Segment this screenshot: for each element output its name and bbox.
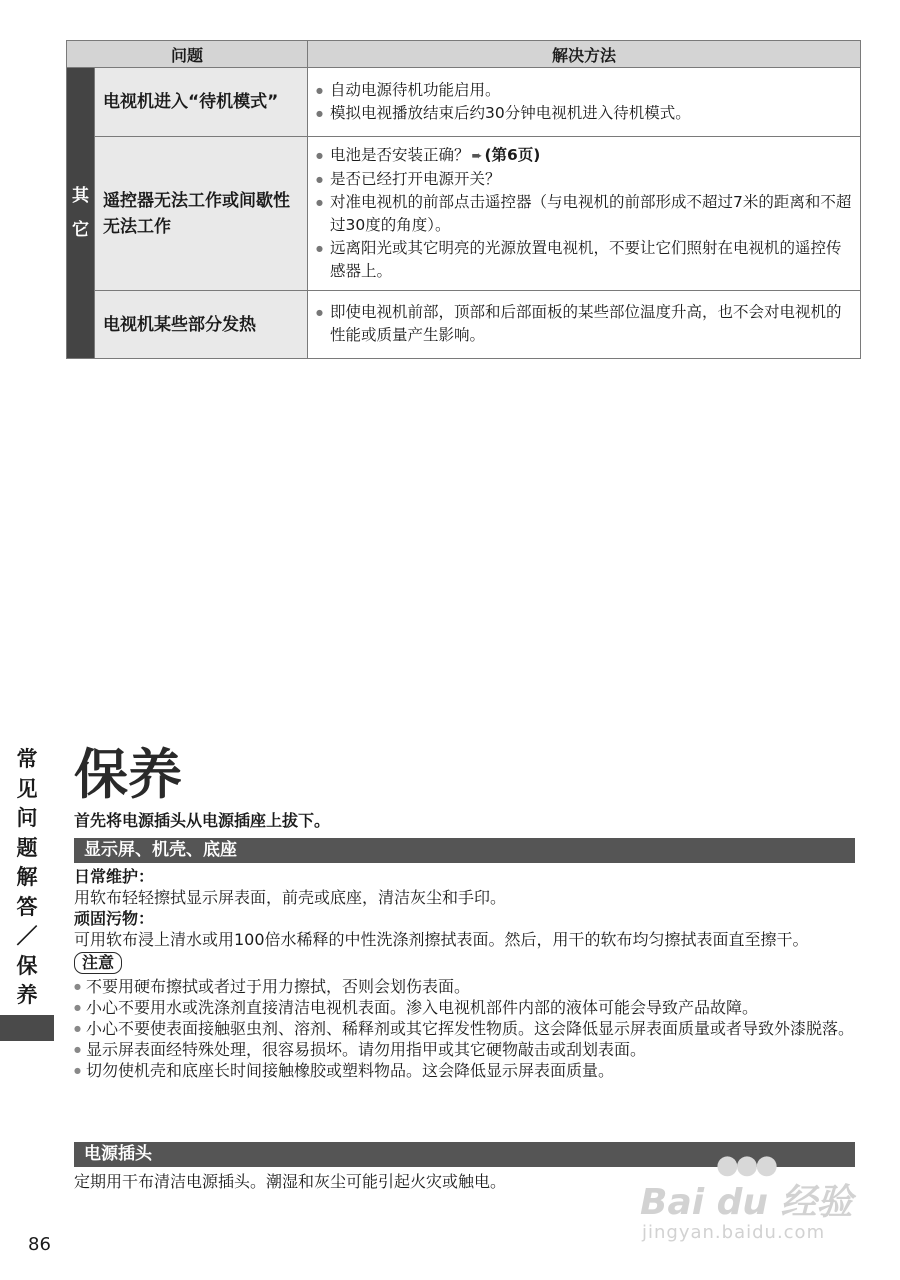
- side-tab-char: 答: [16, 894, 38, 919]
- page-number: 86: [28, 1234, 51, 1255]
- solution-text: 电池是否安装正确？: [330, 145, 470, 164]
- section-heading-display: 显示屏、机壳、底座: [74, 838, 855, 863]
- solution-cell: [308, 68, 861, 137]
- caution-item: ● 小心不要用水或洗涤剂直接清洁电视机表面。渗入电视机部件内部的液体可能会导致产品故障。: [74, 997, 864, 1018]
- side-tab-char: ／: [16, 924, 38, 948]
- side-tab-char: 问: [16, 806, 38, 830]
- category-char: 它: [72, 220, 89, 240]
- side-tab-char: 见: [16, 776, 38, 801]
- side-tab-char: 常: [16, 747, 38, 771]
- side-tab-marker: [0, 1015, 54, 1041]
- stubborn-dirt-label: 顽固污物：: [74, 909, 155, 928]
- caution-badge: 注意: [74, 952, 122, 974]
- solution-item: ● 即使电视机前部，顶部和后部面板的某些部位温度升高，也不会对电视机的性能或质量产生影响。: [316, 301, 852, 347]
- care-intro: 首先将电源插头从电源插座上拔下。: [74, 811, 331, 830]
- caution-list: [74, 976, 864, 1081]
- side-tab-char: 题: [16, 835, 38, 860]
- side-section-tab: [0, 745, 54, 1041]
- table-header-row: [67, 41, 861, 68]
- category-char: 其: [72, 186, 89, 206]
- caution-item: ● 小心不要使表面接触驱虫剂、溶剂、稀释剂或其它挥发性物质。这会降低显示屏表面质量或者导致外漆脱落。: [74, 1018, 856, 1039]
- daily-care-text: 用软布轻轻擦拭显示屏表面，前壳或底座，清洁灰尘和手印。: [74, 888, 507, 907]
- stubborn-dirt-text: 可用软布浸上清水或用100倍水稀释的中性洗涤剂擦拭表面。然后，用干的软布均匀擦拭表面直至擦干。: [74, 930, 809, 949]
- watermark-url: jingyan.baidu.com: [642, 1222, 826, 1243]
- solution-item: [316, 144, 852, 168]
- caution-item: ● 不要用硬布擦拭或者过于用力擦拭，否则会划伤表面。: [74, 976, 864, 997]
- table-row: [67, 291, 861, 359]
- solution-item: ● 远离阳光或其它明亮的光源放置电视机，不要让它们照射在电视机的遥控传感器上。: [316, 237, 852, 283]
- solution-cell: [308, 291, 861, 359]
- table-row: [67, 68, 861, 137]
- caution-item: ● 切勿使机壳和底座长时间接触橡胶或塑料物品。这会降低显示屏表面质量。: [74, 1060, 864, 1081]
- problem-cell: 电视机某些部分发热: [95, 291, 308, 359]
- caution-item: ● 显示屏表面经特殊处理，很容易损坏。请勿用指甲或其它硬物敲击或刮划表面。: [74, 1039, 864, 1060]
- side-tab-char: 养: [16, 983, 38, 1007]
- category-cell-other: [67, 68, 95, 359]
- section-heading-plug: 电源插头: [74, 1142, 855, 1167]
- page-title: 保养: [74, 743, 182, 806]
- page-reference-link[interactable]: (第6页): [484, 145, 541, 164]
- side-tab-char: 保: [16, 953, 38, 978]
- problem-cell: 遥控器无法工作或间歇性无法工作: [95, 137, 308, 291]
- side-tab-char: 解: [16, 865, 38, 889]
- problem-cell: 电视机进入“待机模式”: [95, 68, 308, 137]
- watermark-logo: [640, 1150, 860, 1250]
- plug-care-text: 定期用干布清洁电源插头。潮湿和灰尘可能引起火灾或触电。: [74, 1172, 507, 1191]
- troubleshooting-table: [66, 40, 861, 359]
- side-tab-label: [0, 745, 54, 1011]
- solution-item: ● 对准电视机的前部点击遥控器（与电视机的前部形成不超过7米的距离和不超过30度的角度）。: [316, 191, 852, 237]
- daily-care-label: 日常维护：: [74, 867, 155, 886]
- solution-item: ● 模拟电视播放结束后约30分钟电视机进入待机模式。: [316, 102, 852, 125]
- header-problem: 问题: [67, 41, 308, 68]
- watermark-brand: Bai du 经验: [640, 1182, 853, 1223]
- solution-item: ● 是否已经打开电源开关？: [316, 168, 852, 191]
- header-solution: 解决方法: [308, 41, 861, 68]
- solution-item: ● 自动电源待机功能启用。: [316, 79, 852, 102]
- page-reference-arrow-icon: ➨: [471, 148, 483, 164]
- section-display-body: [74, 866, 864, 1081]
- paw-icon: ●●●: [716, 1150, 776, 1180]
- table-row: [67, 137, 861, 291]
- solution-cell: [308, 137, 861, 291]
